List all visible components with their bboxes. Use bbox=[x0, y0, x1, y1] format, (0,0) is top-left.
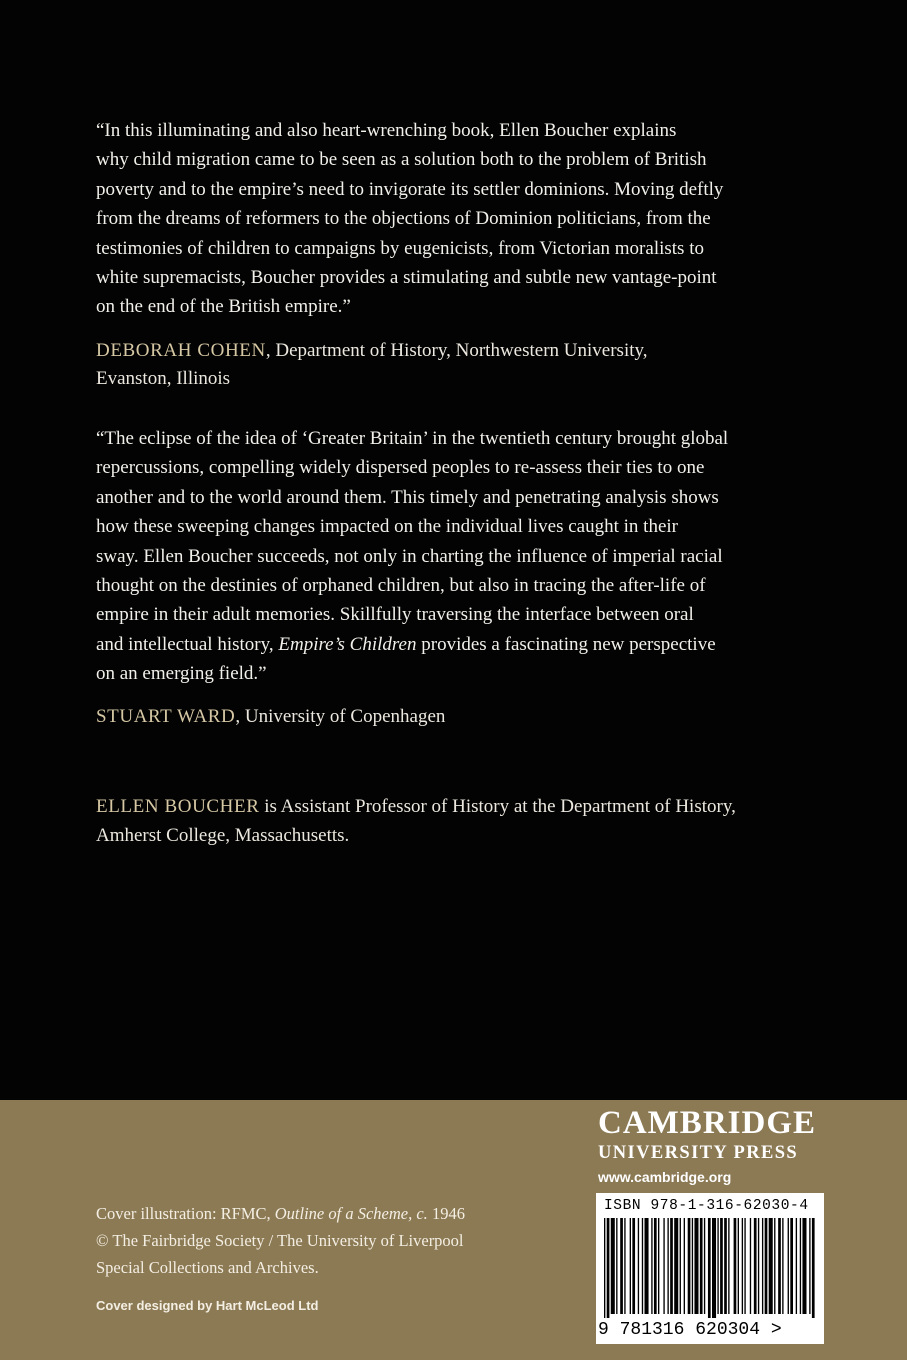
book-title: Empire’s Children bbox=[278, 633, 417, 655]
barcode-bar bbox=[738, 1218, 739, 1314]
reviewer-affiliation: , University of Copenhagen bbox=[235, 706, 446, 727]
barcode-bar bbox=[762, 1218, 763, 1314]
barcode-bar bbox=[750, 1218, 751, 1314]
barcode-bar bbox=[654, 1218, 657, 1314]
barcode-bar bbox=[720, 1218, 723, 1314]
barcode-bar bbox=[700, 1218, 703, 1314]
review-2-line: how these sweeping changes impacted on the individual lives caught in their bbox=[96, 516, 678, 538]
publisher-website: www.cambridge.org bbox=[598, 1169, 732, 1185]
barcode-bar bbox=[704, 1218, 705, 1314]
barcode-bar bbox=[754, 1218, 757, 1314]
review-2-text: provides a fascinating new perspective bbox=[416, 633, 716, 655]
review-2-line: empire in their adult memories. Skillfully traversing the interface between oral bbox=[96, 604, 694, 626]
review-2-line: “The eclipse of the idea of ‘Greater Britain’ in the twentieth century brought global bbox=[96, 428, 729, 449]
barcode-bar bbox=[734, 1218, 737, 1314]
author-name: ELLEN BOUCHER bbox=[96, 796, 260, 817]
barcode-bar bbox=[692, 1218, 693, 1314]
isbn-label: ISBN 978-1-316-62030-4 bbox=[604, 1198, 809, 1214]
review-2-line: thought on the destinies of orphaned children, but also in tracing the after-life of bbox=[96, 575, 706, 597]
barcode-bar bbox=[812, 1218, 815, 1318]
barcode-bar bbox=[774, 1218, 775, 1314]
barcode-bar bbox=[642, 1218, 643, 1314]
barcode-bar bbox=[651, 1218, 652, 1314]
publisher-logo-name: CAMBRIDGE bbox=[598, 1105, 817, 1141]
barcode-bar bbox=[604, 1218, 605, 1318]
review-attribution-2 bbox=[96, 703, 826, 731]
barcode-bar bbox=[712, 1218, 716, 1318]
barcode-bar bbox=[802, 1218, 806, 1314]
barcode-bar bbox=[724, 1218, 727, 1314]
reviewer-affiliation: Evanston, Illinois bbox=[96, 368, 231, 389]
barcode-bar bbox=[790, 1218, 793, 1314]
review-1-line: “In this illuminating and also heart-wrenching book, Ellen Boucher explains bbox=[96, 120, 677, 141]
credit-text: © The Fairbridge Society / The University of Liverpool bbox=[96, 1231, 464, 1250]
barcode-bar bbox=[620, 1218, 623, 1314]
review-quote-2 bbox=[96, 424, 826, 689]
barcode-bar bbox=[638, 1218, 639, 1314]
barcode-bar bbox=[684, 1218, 685, 1314]
barcode-bar bbox=[796, 1218, 797, 1314]
review-1-line: on the end of the British empire.” bbox=[96, 296, 351, 318]
review-2-text: and intellectual history, bbox=[96, 633, 279, 655]
barcode-bar bbox=[680, 1218, 681, 1314]
barcode-bar bbox=[616, 1218, 617, 1314]
barcode-bar bbox=[670, 1218, 673, 1314]
barcode-bar bbox=[744, 1218, 745, 1314]
barcode-bar bbox=[809, 1218, 810, 1314]
review-quote-1 bbox=[96, 116, 826, 322]
review-1-line: from the dreams of reformers to the objections of Dominion politicians, from the bbox=[96, 208, 711, 230]
barcode-bar bbox=[667, 1218, 668, 1314]
review-2-line: another and to the world around them. This timely and penetrating analysis shows bbox=[96, 486, 719, 508]
review-2-line bbox=[96, 630, 826, 659]
credit-text: Cover illustration: RFMC, bbox=[96, 1204, 275, 1223]
barcode-bar bbox=[800, 1218, 801, 1314]
author-bio-text: Amherst College, Massachusetts. bbox=[96, 825, 350, 846]
barcode-bar bbox=[728, 1218, 729, 1314]
review-2-line: sway. Ellen Boucher succeeds, not only in charting the influence of imperial racial bbox=[96, 545, 723, 567]
barcode-bar bbox=[688, 1218, 691, 1314]
review-1-line: why child migration came to be seen as a solution both to the problem of British bbox=[96, 149, 707, 171]
review-1-line: poverty and to the empire’s need to invigorate its settler dominions. Moving deftly bbox=[96, 178, 724, 200]
author-bio bbox=[96, 792, 826, 850]
review-2-line: on an emerging field.” bbox=[96, 663, 267, 685]
review-attribution-1 bbox=[96, 337, 826, 393]
review-2-line: repercussions, compelling widely dispersed peoples to re-assess their ties to one bbox=[96, 457, 705, 479]
barcode-bar bbox=[663, 1218, 664, 1314]
reviewer-affiliation: , Department of History, Northwestern University, bbox=[265, 340, 648, 361]
barcode-bar bbox=[778, 1218, 781, 1314]
barcode-bar bbox=[658, 1218, 659, 1314]
barcode-bar bbox=[630, 1218, 631, 1314]
review-1-line: testimonies of children to campaigns by eugenicists, from Victorian moralists to bbox=[96, 237, 704, 259]
barcode-bar bbox=[645, 1218, 649, 1314]
barcode-bar bbox=[708, 1218, 711, 1318]
barcode-bar bbox=[717, 1218, 718, 1314]
credit-text: Special Collections and Archives. bbox=[96, 1258, 319, 1277]
cover-designer: Cover designed by Hart McLeod Ltd bbox=[96, 1298, 319, 1313]
barcode-bar bbox=[632, 1218, 635, 1314]
barcode-bar bbox=[788, 1218, 789, 1314]
credit-year: 1946 bbox=[427, 1204, 465, 1223]
reviewer-name: STUART WARD bbox=[96, 706, 236, 727]
isbn-barcode bbox=[596, 1193, 824, 1344]
barcode-icon bbox=[604, 1218, 816, 1318]
illustration-title: Outline of a Scheme, c. bbox=[274, 1204, 428, 1223]
barcode-bar bbox=[742, 1218, 743, 1314]
barcode-bar bbox=[611, 1218, 615, 1314]
barcode-digits: 9 781316 620304 > bbox=[598, 1320, 782, 1340]
barcode-bar bbox=[607, 1218, 610, 1318]
publisher-logo-subname: UNIVERSITY PRESS bbox=[598, 1143, 799, 1163]
author-bio-text: is Assistant Professor of History at the Department of History, bbox=[259, 796, 736, 817]
barcode-bar bbox=[765, 1218, 768, 1314]
barcode-bar bbox=[782, 1218, 783, 1314]
barcode-bar bbox=[769, 1218, 773, 1314]
review-1-line: white supremacists, Boucher provides a stimulating and subtle new vantage-point bbox=[96, 267, 717, 289]
barcode-bar bbox=[758, 1218, 759, 1314]
barcode-bar bbox=[674, 1218, 678, 1314]
barcode-bar bbox=[694, 1218, 698, 1314]
reviewer-name: DEBORAH COHEN bbox=[96, 340, 266, 361]
barcode-bar bbox=[624, 1218, 625, 1314]
cover-credit bbox=[96, 1200, 465, 1281]
